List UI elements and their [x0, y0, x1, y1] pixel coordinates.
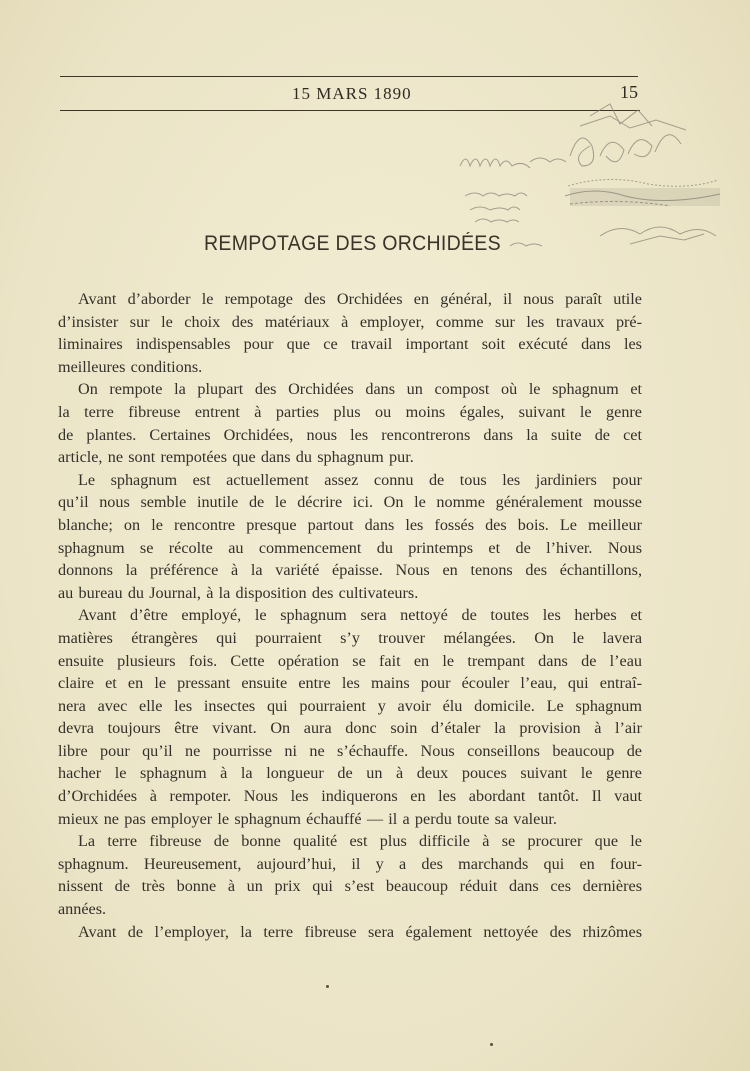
- body-line: années.: [58, 900, 107, 919]
- header-rule-top: [60, 76, 638, 77]
- page-number: 15: [620, 82, 638, 102]
- body-line: matières étrangères qui pourraient s’y trouver mélangées. On le lavera: [58, 628, 642, 647]
- body-line: libre pour qu’il ne pourrisse ni ne s’échauffe. Nous conseillons beaucoup de: [58, 741, 642, 760]
- body-line: la terre fibreuse entrent à parties plus ou moins égales, suivant le genre: [58, 402, 642, 421]
- article-title: REMPOTAGE DES ORCHIDÉES: [204, 232, 501, 255]
- body-line: mieux ne pas employer le sphagnum échauffé — il a perdu toute sa valeur.: [58, 809, 557, 828]
- body-line: La terre fibreuse de bonne qualité est plus difficile à se procurer que le: [78, 832, 642, 851]
- body-line: qu’il nous semble inutile de le décrire ici. On le nomme généralement mousse: [58, 493, 642, 512]
- article-body: [58, 288, 642, 943]
- body-line: On rempote la plupart des Orchidées dans un compost où le sphagnum et: [78, 380, 642, 399]
- body-line: blanche; on le rencontre presque partout dans les fossés des bois. Le meilleur: [58, 515, 642, 534]
- body-line: Avant de l’employer, la terre fibreuse sera également nettoyée des rhizômes: [78, 922, 642, 941]
- paper-speck: [490, 1043, 493, 1046]
- paper-speck: [326, 985, 329, 988]
- body-line: article, ne sont rempotées que dans du sphagnum pur.: [58, 448, 414, 467]
- body-line: donnons la préférence à la variété épaisse. Nous en tenons des échantillons,: [58, 561, 642, 580]
- body-line: hacher le sphagnum à la longueur de un à deux pouces suivant le genre: [58, 764, 642, 783]
- body-line: sphagnum se récolte au commencement du printemps et de l’hiver. Nous: [58, 538, 642, 557]
- body-line: Le sphagnum est actuellement assez connu de tous les jardiniers pour: [78, 470, 642, 489]
- body-line: nissent de très bonne à un prix qui s’est beaucoup réduit dans ces dernières: [58, 877, 642, 896]
- body-line: claire et en le pressant ensuite entre les mains pour écouler l’eau, qui entraî-: [58, 674, 642, 693]
- body-line: au bureau du Journal, à la disposition des cultivateurs.: [58, 583, 419, 602]
- body-line: ensuite plusieurs fois. Cette opération se fait en le trempant dans de l’eau: [58, 651, 642, 670]
- body-line: d’Orchidées à rempoter. Nous les indiquerons en les abordant tantôt. Il vaut: [58, 787, 642, 806]
- body-line: Avant d’être employé, le sphagnum sera nettoyé de toutes les herbes et: [78, 606, 642, 625]
- body-line: meilleures conditions.: [58, 357, 203, 376]
- header-date: 15 MARS 1890: [292, 84, 412, 103]
- body-line: nera avec elle les insectes qui pourraient y avoir élu domicile. Le sphagnum: [58, 696, 642, 715]
- body-line: devra toujours être vivant. On aura donc soin d’étaler la provision à l’air: [58, 719, 642, 738]
- body-line: sphagnum. Heureusement, aujourd’hui, il y a des marchands qui en four-: [58, 854, 642, 873]
- body-line: Avant d’aborder le rempotage des Orchidées en général, il nous paraît utile: [78, 290, 642, 308]
- body-line: d’insister sur le choix des matériaux à employer, comme sur les travaux pré-: [58, 312, 642, 331]
- body-line: de plantes. Certaines Orchidées, nous les rencontrerons dans la suite de cet: [58, 425, 642, 444]
- body-line: liminaires indispensables pour que ce travail important soit exécuté dans les: [58, 335, 642, 354]
